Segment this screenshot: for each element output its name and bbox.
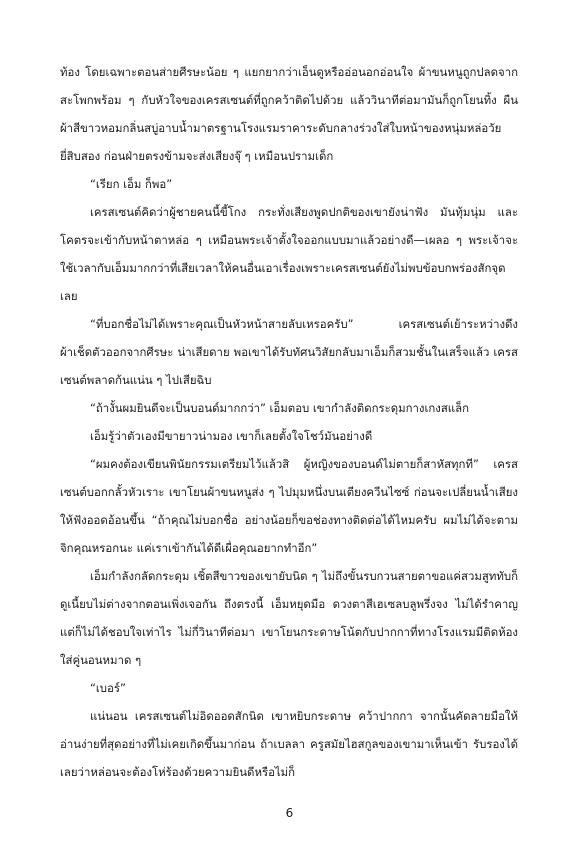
paragraph: แน่นอน เครสเซนต์ไม่อิดออดสักนิด เขาหยิบกระดาษ คว้าปากกา จากนั้นคัดลายมือให้อ่านง่ายที่สุดอย่างที่ไม่เคยเกิดขึ้นมาก่อน ถ้าเบลลา ครูสมัยไฮสกูลของเขามาเห็นเข้า รับรองได้เลยว่าหล่อนจะต้องโห่ร้องด้วยความยินดีหรือไม่ก็	[60, 709, 518, 779]
paragraph: “ผมคงต้องเขียนพินัยกรรมเตรียมไว้แล้วสิ ผู้หญิงของบอนด์ไม่ตายก็สาหัสทุกที” เครสเซนต์บอกกลั้วหัวเราะ เขาโยนผ้าขนหนูส่ง ๆ ไปมุมหนึ่งบนเตียงควีนไซซ์ ก่อนจะเปลี่ยนน้ำเสียงให้ฟังออดอ้อนขึ้น “ถ้าคุณไม่บอกชื่อ อย่างน้อยก็ขอช่องทางติดต่อได้ไหมครับ ผมไม่ได้จะตามจิกคุณหรอกนะ แค่เราเข้ากันได้ดีเผื่อคุณอยากทำอีก”	[60, 457, 518, 555]
paragraph: “เรียก เอ็ม ก็พอ”	[90, 177, 173, 191]
paragraph: “เบอร์”	[90, 681, 126, 695]
paragraph: “ที่บอกชื่อไม่ได้เพราะคุณเป็นหัวหน้าสายลับเหรอครับ” เครสเซนต์เย้าระหว่างดึงผ้าเช็ดตัวออกจากศีรษะ น่าเสียดาย พอเขาได้รับทัศนวิสัยกลับมาเอ็มก็สวมชั้นในเสร็จแล้ว เครสเซนต์พลาดก้นแน่น ๆ ไปเสียฉิบ	[60, 317, 518, 387]
paragraph: ท้อง โดยเฉพาะตอนส่ายศีรษะน้อย ๆ แยกยากว่าเอ็นดูหรืออ่อนอกอ่อนใจ ผ้าขนหนูถูกปลดจากสะโพกพร้อม ๆ กับหัวใจของเครสเซนต์ที่ถูกคว้าติดไปด้วย แล้ววินาทีต่อมามันก็ถูกโยนทิ้ง ผืนผ้าสีขาวหอมกลิ่นสบู่อาบน้ำมาตรฐานโรงแรมราคาระดับกลางร่วงใส่ใบหน้าของหนุ่มหล่อวัยยี่สิบสอง ก่อนฝ่ายตรงข้ามจะส่งเสียงจุ๊ ๆ เหมือนปรามเด็ก	[60, 65, 518, 163]
paragraph: เอ็มรู้ว่าตัวเองมีขายาวน่ามอง เขาก็เลยตั้งใจโชว์มันอย่างดี	[90, 429, 373, 443]
paragraph: เอ็มกำลังกลัดกระดุม เชิ้ตสีขาวของเขายับนิด ๆ ไม่ถึงขั้นรบกวนสายตาขอแค่สวมสูททับก็ดูเนี้ยบไม่ต่างจากตอนเพิ่งเจอกัน ถึงตรงนี้ เอ็มหยุดมือ ดวงตาสีเฮเซลบลูพรึ่งจง ไม่ได้รำคาญ แต่ก็ไม่ได้ชอบใจเท่าไร ไม่กี่วินาทีต่อมา เขาโยนกระดาษโน้ตกับปากกาที่ทางโรงแรมมีติดห้องใส่คู่นอนหมาด ๆ	[60, 569, 518, 667]
body-text	[60, 58, 518, 786]
paragraph: “ถ้างั้นผมยินดีจะเป็นบอนด์มากกว่า” เอ็มตอบ เขากำลังติดกระดุมกางเกงสแล็ก	[90, 401, 470, 415]
paragraph: เครสเซนต์คิดว่าผู้ชายคนนี้ขี้โกง กระทั่งเสียงพูดปกติของเขายังน่าฟัง มันทุ้มนุ่ม และโคตรจะเข้ากับหน้าตาหล่อ ๆ เหมือนพระเจ้าตั้งใจออกแบบมาแล้วอย่างดี—เผลอ ๆ พระเจ้าจะใช้เวลากับเอ็มมากกว่าที่เสียเวลาให้คนอื่นเอาเรื่องเพราะเครสเซนต์ยังไม่พบข้อบกพร่องสักจุดเลย	[60, 205, 518, 303]
page-number: 6	[285, 806, 294, 820]
